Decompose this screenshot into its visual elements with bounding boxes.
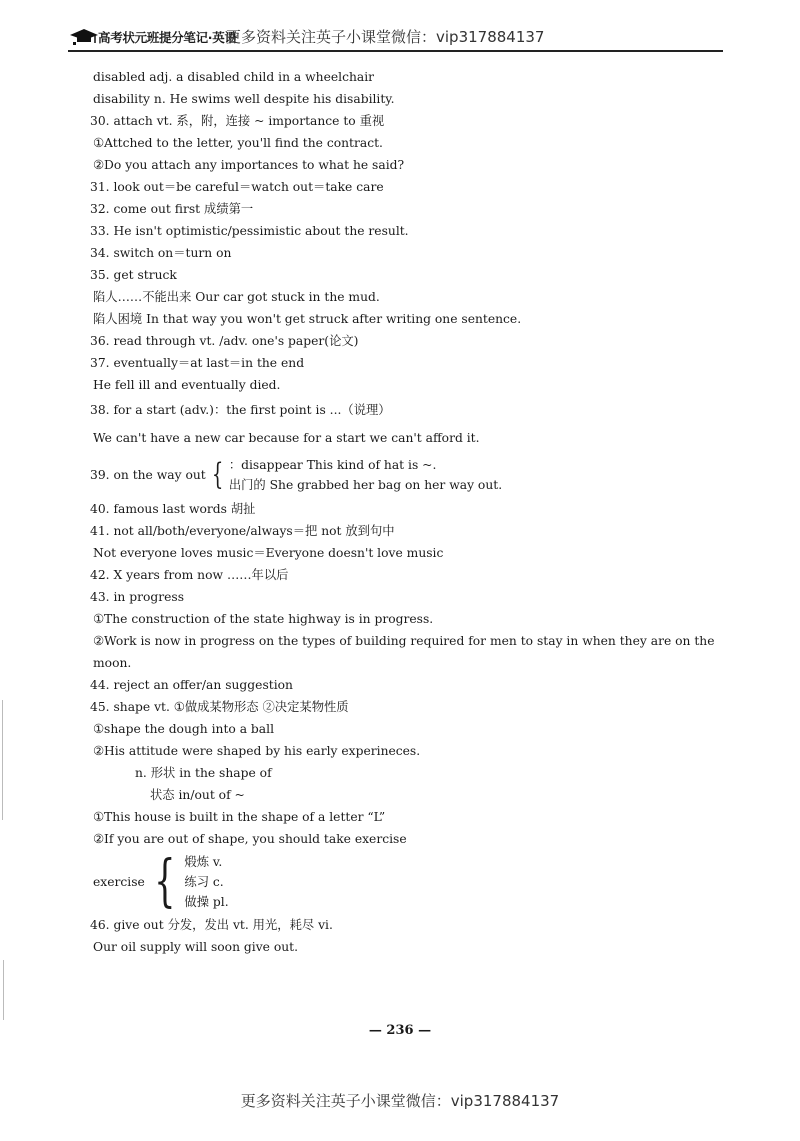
brace-icon: {	[153, 849, 176, 914]
exercise-group	[93, 850, 733, 914]
sense-line: 练习 c.	[184, 875, 224, 889]
note-line: 46. give out 分发，发出 vt. 用光，耗尽 vi.	[90, 918, 333, 932]
note-line: 36. read through vt. /adv. one's paper(论文)	[90, 334, 359, 348]
note-line: ②If you are out of shape, you should take exercise	[93, 832, 407, 846]
exercise-label: exercise	[93, 875, 145, 889]
note-line: ②Work is now in progress on the types of building required for men to stay in when they are on the	[93, 634, 715, 648]
note-line: He fell ill and eventually died.	[93, 378, 281, 392]
exercise-senses	[184, 852, 228, 912]
note-line: 41. not all/both/everyone/always＝把 not 放到句中	[90, 524, 395, 538]
scan-mark	[3, 960, 4, 1020]
note-line: ②His attitude were shaped by his early experineces.	[93, 744, 421, 758]
sense-line: 煅炼 v.	[184, 855, 223, 869]
note-line: moon.	[93, 656, 132, 670]
note-line: ②Do you attach any importances to what he said?	[93, 158, 405, 172]
note-line: 陷人困境 In that way you won't get struck after writing one sentence.	[93, 312, 522, 326]
item-39-label: 39. on the way out	[90, 468, 206, 482]
item-39-senses	[229, 455, 502, 495]
note-line: ①The construction of the state highway is in progress.	[93, 612, 434, 626]
note-line: n. 形状 in the shape of	[135, 766, 272, 780]
note-line: 42. X years from now ……年以后	[90, 568, 289, 582]
note-line: We can't have a new car because for a start we can't afford it.	[93, 431, 480, 445]
note-line: 40. famous last words 胡扯	[90, 502, 256, 516]
footer-watermark: 更多资料关注英子小课堂微信：vip317884137	[240, 1092, 560, 1110]
sense-line: ：disappear This kind of hat is ~.	[228, 458, 437, 472]
note-line: ①This house is built in the shape of a letter “L”	[93, 810, 386, 824]
scan-mark	[2, 700, 3, 820]
note-line: 43. in progress	[90, 590, 185, 604]
note-line: 陷人……不能出来 Our car got stuck in the mud.	[93, 290, 380, 304]
graduation-cap-icon	[68, 26, 100, 46]
note-line: 35. get struck	[90, 268, 177, 282]
page-header	[68, 24, 723, 50]
item-39	[90, 452, 733, 498]
header-rule	[68, 50, 723, 52]
note-line: Our oil supply will soon give out.	[93, 940, 299, 954]
note-line: disability n. He swims well despite his disability.	[93, 92, 395, 106]
note-line: 32. come out first 成绩第一	[90, 202, 254, 216]
note-line: disabled adj. a disabled child in a wheelchair	[93, 70, 375, 84]
note-line: 45. shape vt. ①做成某物形态 ②决定某物性质	[90, 700, 349, 714]
page-number: — 236 —	[368, 1023, 432, 1038]
note-line: Not everyone loves music＝Everyone doesn't love music	[93, 546, 444, 560]
book-title: 高考状元班提分笔记·英语	[98, 30, 237, 45]
brace-icon: {	[211, 457, 224, 492]
note-line: 37. eventually＝at last＝in the end	[90, 356, 305, 370]
sense-line: 出门的 She grabbed her bag on her way out.	[228, 478, 503, 492]
note-line: ①Attched to the letter, you'll find the contract.	[93, 136, 383, 150]
note-line: 30. attach vt. 系，附，连接 ~ importance to 重视	[90, 114, 385, 128]
note-line: 38. for a start (adv.)：the first point is ...（说理）	[90, 403, 391, 417]
note-line: ①shape the dough into a ball	[93, 722, 275, 736]
note-line: 33. He isn't optimistic/pessimistic about the result.	[90, 224, 409, 238]
sense-line: 做操 pl.	[184, 895, 229, 909]
note-line: 31. look out＝be careful＝watch out＝take care	[90, 180, 384, 194]
note-line: 34. switch on＝turn on	[90, 246, 232, 260]
header-watermark: 更多资料关注英子小课堂微信：vip317884137	[226, 28, 545, 46]
note-line: 44. reject an offer/an suggestion	[90, 678, 293, 692]
notes-content	[90, 66, 733, 958]
note-line: 状态 in/out of ~	[150, 788, 245, 802]
